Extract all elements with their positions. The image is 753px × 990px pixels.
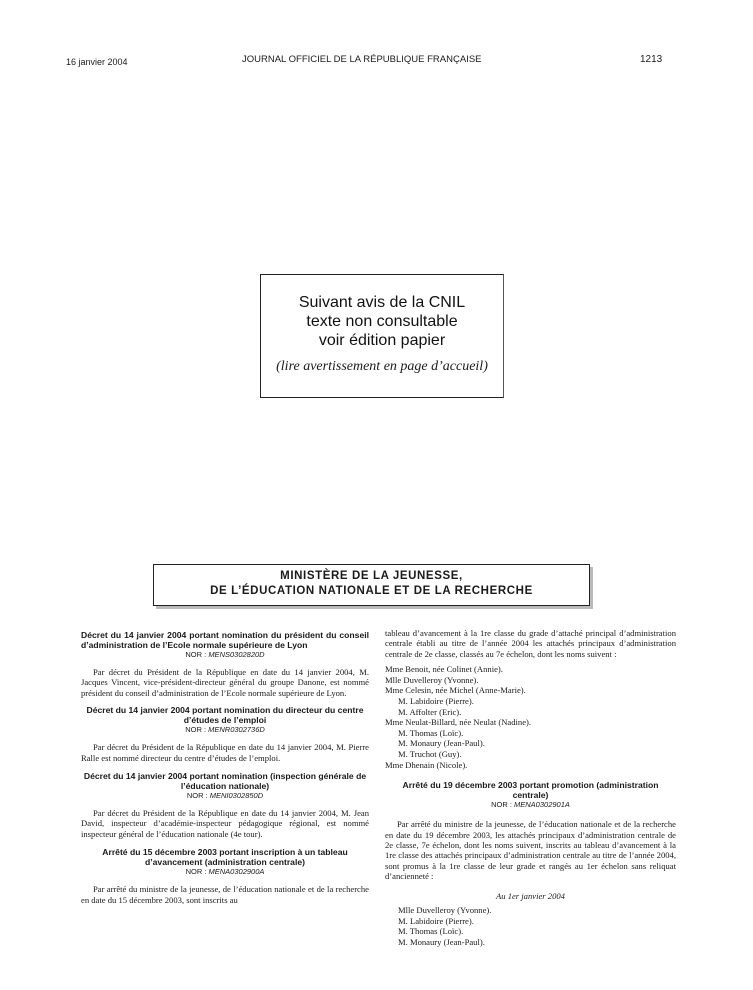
cnil-line-1: Suivant avis de la CNIL [298,294,466,311]
list-item: Mme Neulat-Billard, née Neulat (Nadine). [385,717,532,728]
header-date: 16 janvier 2004 [66,57,128,67]
section-1-nor: NOR : MENS0302820D [185,650,265,659]
section-5-title: Arrêté du 19 décembre 2003 portant promotion (administration centrale) [402,780,659,801]
list-item: Mme Benoit, née Colinet (Annie). [385,664,503,675]
cnil-line-2: texte non consultable [306,313,458,330]
section-4-body: Par arrêté du ministre de la jeunesse, de l’éducation nationale et de la recherche en date du 15 décembre 2003, sont inscrits au [81,884,369,905]
section-3-nor: NOR : MENI0302850D [186,791,264,801]
list-item: M. Thomas (Loïc). [398,926,464,937]
section-3-title: Décret du 14 janvier 2004 portant nomination (inspection générale de l’éducation nationale) [83,771,367,792]
ministry-line-2: DE L’ÉDUCATION NATIONALE ET DE LA RECHERCHE [210,585,533,597]
cnil-note: (lire avertissement en page d’accueil) [276,359,488,374]
header-journal-title: JOURNAL OFFICIEL DE LA RÉPUBLIQUE FRANÇAISE [242,54,482,65]
section-4-title: Arrêté du 15 décembre 2003 portant inscription à un tableau d’avancement (administration centrale) [102,847,348,868]
names-list-2 [385,905,676,947]
right-column [385,628,676,947]
section-3-body: Par décret du Président de la République en date du 14 janvier 2004, M. Jean David, inspecteur d’académie-inspecteur pédagogique régional, est nommé inspecteur général de l’éducation nationale (4e tour). [81,808,369,839]
list-item: Mlle Duvelleroy (Yvonne). [385,674,479,685]
section-5-nor: NOR : MENA0302901A [491,800,570,810]
list-item: M. Labidoire (Pierre). [398,696,474,706]
names-list-1 [385,664,676,770]
list-item: M. Thomas (Loïc). [398,727,464,738]
left-column [81,630,369,905]
continued-text: tableau d’avancement à la 1re classe du grade d’attaché principal d’administration centrale établi au titre de l’année 2004 les attachés principaux d’administration centrale de 2e classe, classés au 7e échelon, dont les noms suivent : [385,628,676,659]
list-item: M. Affolter (Eric). [398,706,462,717]
list-item: M. Monaury (Jean-Paul). [398,738,485,749]
section-1-body: Par décret du Président de la République en date du 14 janvier 2004, M. Jacques Vincent, vice-président-directeur général du groupe Danone, est nommé président du conseil d’administration de l’Ecole normale supérieure de Lyon. [81,667,369,698]
list-item: M. Labidoire (Pierre). [398,915,474,926]
section-5-body: Par arrêté du ministre de la jeunesse, de l’éducation nationale et de la recherche en date du 19 décembre 2003, les attachés principaux d’administration centrale de 2e classe, 7e échelon, dont les noms suivent, inscrits au tableau d’avancement à la 1re classe des attachés principaux d’administration centrale au titre de l’année 2004, sont promus à la 1re classe de leur grade et rangés au 1er échelon sans reliquat d’ancienneté : [385,819,676,882]
cnil-line-3: voir édition papier [318,332,446,349]
list-item: Mme Celesin, née Michel (Anne-Marie). [385,685,526,696]
list-item: M. Monaury (Jean-Paul). [398,936,485,947]
section-4-nor: NOR : MENA0302900A [185,867,265,877]
section-2-body: Par décret du Président de la République en date du 14 janvier 2004, M. Pierre Ralle est nommé directeur du centre d’études de l’emploi. [81,742,369,763]
section-5-date-heading: Au 1er janvier 2004 [496,890,565,901]
section-1-title: Décret du 14 janvier 2004 portant nomination du président du conseil d’administration de l’Ecole normale supérieure de Lyon [81,630,369,650]
list-item: Mme Dhenain (Nicole). [385,759,468,770]
list-item: Mlle Duvelleroy (Yvonne). [398,905,492,915]
ministry-line-1: MINISTÈRE DE LA JEUNESSE, [280,570,463,582]
list-item: M. Truchot (Guy). [398,748,462,759]
section-2-title: Décret du 14 janvier 2004 portant nomination du directeur du centre d’études de l’emploi [86,705,364,726]
cnil-notice-box [260,274,504,398]
ministry-heading-box [153,564,590,606]
header-page-number: 1213 [640,54,663,65]
section-2-nor: NOR : MENR0302736D [185,725,265,735]
